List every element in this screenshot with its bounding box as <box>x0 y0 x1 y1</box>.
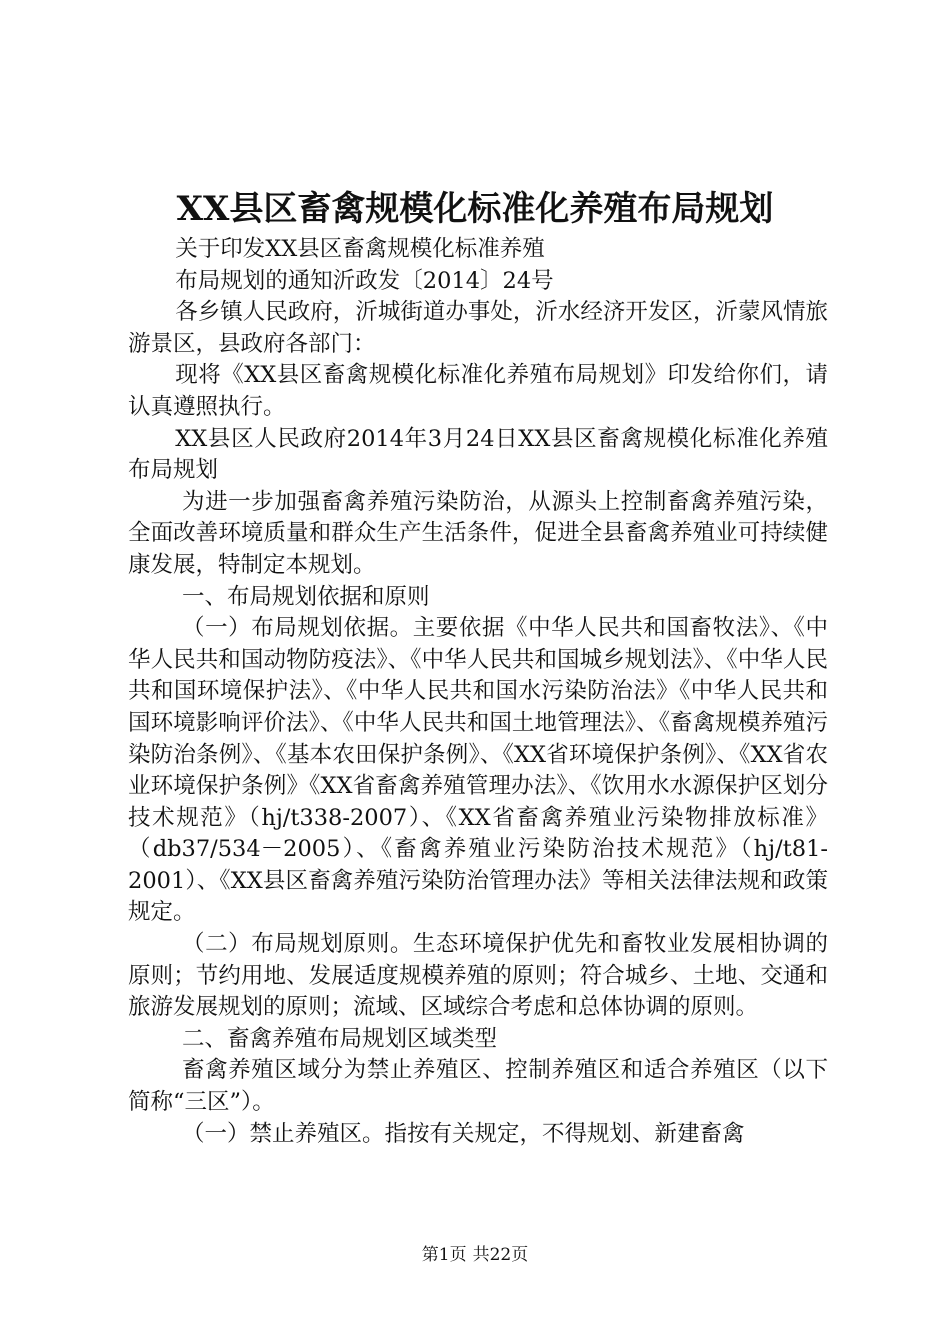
document-title: XX县区畜禽规模化标准化养殖布局规划 <box>176 189 774 229</box>
paragraph-basis: （一）布局规划依据。主要依据《中华人民共和国畜牧法》、《中华人民共和国动物防疫法》、《中华人民共和国城乡规划法》、《中华人民共和国环境保护法》、《中华人民共和国水污染防治法》《中华人民共和国环境影响评价法》、《中华人民共和国土地管理法》、《畜禽规模养殖污染防治条例》、《基本农田保护条例》、《XX省环境保护条例》、《XX省农业环境保护条例》《XX省畜禽养殖管理办法》、《饮用水水源保护区划分技术规范》（hj/t338-2007）、《XX省畜禽养殖业污染物排放标准》（db37/534－2005）、《畜禽养殖业污染防治技术规范》（hj/t81-2001）、《XX县区畜禽养殖污染防治管理办法》等相关法律法规和政策规定。 <box>128 615 828 926</box>
page-footer <box>0 1243 950 1267</box>
section-heading-1: 一、布局规划依据和原则 <box>182 583 430 610</box>
page-total: 共22页 <box>472 1245 529 1265</box>
paragraph-zone-types: 畜禽养殖区域分为禁止养殖区、控制养殖区和适合养殖区（以下简称“三区”）。 <box>128 1057 828 1116</box>
paragraph-notice-line-1: 关于印发XX县区畜禽规模化标准养殖 <box>175 236 545 262</box>
document-body <box>128 234 828 1150</box>
section-heading-2: 二、畜禽养殖布局规划区域类型 <box>182 1025 498 1052</box>
paragraph-purpose: 为进一步加强畜禽养殖污染防治，从源头上控制畜禽养殖污染，全面改善环境质量和群众生产生活条件，促进全县畜禽养殖业可持续健康发展，特制定本规划。 <box>128 488 828 578</box>
paragraph-prohibited-zone: （一）禁止养殖区。指按有关规定，不得规划、新建畜禽 <box>182 1120 745 1147</box>
paragraph-principles: （二）布局规划原则。生态环境保护优先和畜牧业发展相协调的原则；节约用地、发展适度规模养殖的原则；符合城乡、土地、交通和旅游发展规划的原则；流域、区域综合考虑和总体协调的原则。 <box>128 931 828 1021</box>
paragraph-instruction: 现将《XX县区畜禽规模化标准化养殖布局规划》印发给你们，请认真遵照执行。 <box>128 362 828 420</box>
paragraph-addressees: 各乡镇人民政府，沂城街道办事处，沂水经济开发区，沂蒙风情旅游景区，县政府各部门： <box>128 299 828 357</box>
page-number: 第1页 <box>421 1245 467 1265</box>
paragraph-notice-line-2: 布局规划的通知沂政发〔2014〕24号 <box>175 267 554 294</box>
paragraph-issuer-date: XX县区人民政府2014年3月24日XX县区畜禽规模化标准化养殖布局规划 <box>128 425 828 484</box>
